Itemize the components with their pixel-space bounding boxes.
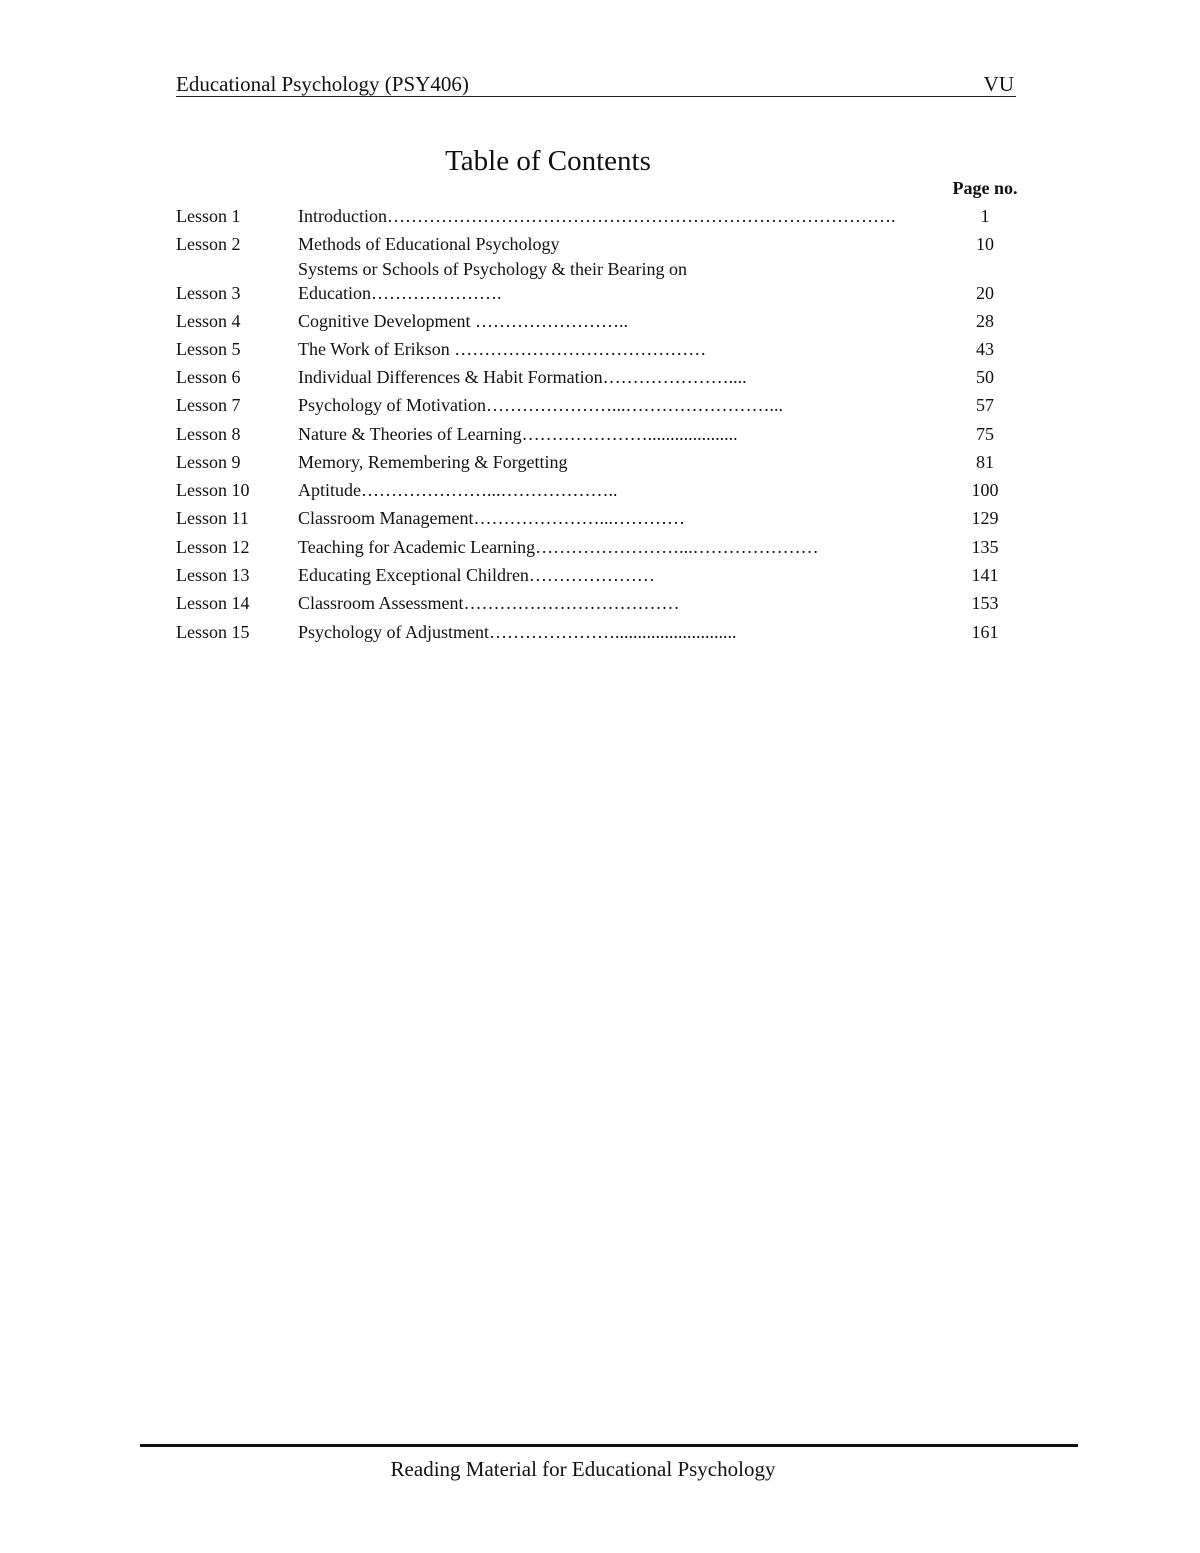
toc-entry — [0, 478, 1200, 502]
toc-entry — [0, 393, 1200, 417]
lesson-label: Lesson 3 — [176, 283, 241, 303]
lesson-page-number: 129 — [971, 508, 999, 528]
toc-entry — [0, 422, 1200, 446]
lesson-title: Aptitude…………………...……………….. — [298, 480, 618, 500]
institution-label: VU — [983, 72, 1014, 96]
toc-entry — [0, 309, 1200, 333]
lesson-page-number: 50 — [976, 367, 994, 387]
lesson-label: Lesson 9 — [176, 452, 241, 472]
lesson-title: Psychology of Adjustment…………………........................... — [298, 622, 737, 642]
lesson-label: Lesson 14 — [176, 593, 250, 613]
lesson-page-number: 43 — [976, 339, 994, 359]
toc-entry — [0, 259, 1200, 305]
lesson-title: Memory, Remembering & Forgetting — [298, 452, 568, 472]
lesson-label: Lesson 1 — [176, 206, 241, 226]
lesson-label: Lesson 6 — [176, 367, 241, 387]
lesson-page-number: 28 — [976, 311, 994, 331]
lesson-label: Lesson 10 — [176, 480, 250, 500]
lesson-label: Lesson 4 — [176, 311, 241, 331]
lesson-label: Lesson 15 — [176, 622, 250, 642]
page-number-column-label: Page no. — [952, 178, 1018, 198]
toc-entry — [0, 506, 1200, 530]
lesson-title: Nature & Theories of Learning………………….................... — [298, 424, 738, 444]
lesson-page-number: 20 — [976, 283, 994, 303]
lesson-title-line-1: Systems or Schools of Psychology & their Bearing on — [298, 259, 687, 279]
lesson-page-number: 57 — [976, 395, 994, 415]
lesson-label: Lesson 8 — [176, 424, 241, 444]
lesson-title: Introduction…………………………………………………………………………. — [298, 206, 896, 226]
lesson-page-number: 153 — [971, 593, 999, 613]
lesson-title: Individual Differences & Habit Formation………………….... — [298, 367, 747, 387]
lesson-page-number: 75 — [976, 424, 994, 444]
lesson-label: Lesson 11 — [176, 508, 249, 528]
lesson-title: The Work of Erikson …………………………………… — [298, 339, 707, 359]
course-title: Educational Psychology (PSY406) — [176, 72, 469, 96]
toc-entry — [0, 620, 1200, 644]
page-footer: Reading Material for Educational Psychology — [390, 1457, 776, 1481]
lesson-label: Lesson 2 — [176, 234, 241, 254]
toc-entry — [0, 365, 1200, 389]
lesson-title: Educating Exceptional Children………………… — [298, 565, 655, 585]
lesson-title: Classroom Management…………………...………… — [298, 508, 685, 528]
lesson-title: Education…………………. — [298, 283, 502, 303]
lesson-label: Lesson 13 — [176, 565, 250, 585]
toc-entry — [0, 563, 1200, 587]
lesson-title: Classroom Assessment……………………………… — [298, 593, 680, 613]
toc-title: Table of Contents — [445, 145, 651, 177]
toc-entry — [0, 337, 1200, 361]
lesson-page-number: 1 — [980, 206, 990, 226]
lesson-page-number: 135 — [971, 537, 999, 557]
lesson-title: Psychology of Motivation…………………...……………………... — [298, 395, 783, 415]
lesson-title: Methods of Educational Psychology — [298, 234, 560, 254]
footer-divider — [140, 1444, 1078, 1447]
lesson-label: Lesson 12 — [176, 537, 250, 557]
toc-entry — [0, 232, 1200, 256]
lesson-title: Teaching for Academic Learning……………………...………………… — [298, 537, 819, 557]
lesson-page-number: 141 — [971, 565, 999, 585]
toc-entry — [0, 204, 1200, 228]
lesson-title: Cognitive Development …………………….. — [298, 311, 628, 331]
toc-entry — [0, 450, 1200, 474]
lesson-page-number: 10 — [976, 234, 994, 254]
lesson-label: Lesson 5 — [176, 339, 241, 359]
lesson-label: Lesson 7 — [176, 395, 241, 415]
lesson-page-number: 161 — [971, 622, 999, 642]
lesson-page-number: 100 — [971, 480, 999, 500]
toc-entry — [0, 591, 1200, 615]
toc-entry — [0, 535, 1200, 559]
page-header — [176, 72, 1016, 97]
lesson-page-number: 81 — [976, 452, 994, 472]
